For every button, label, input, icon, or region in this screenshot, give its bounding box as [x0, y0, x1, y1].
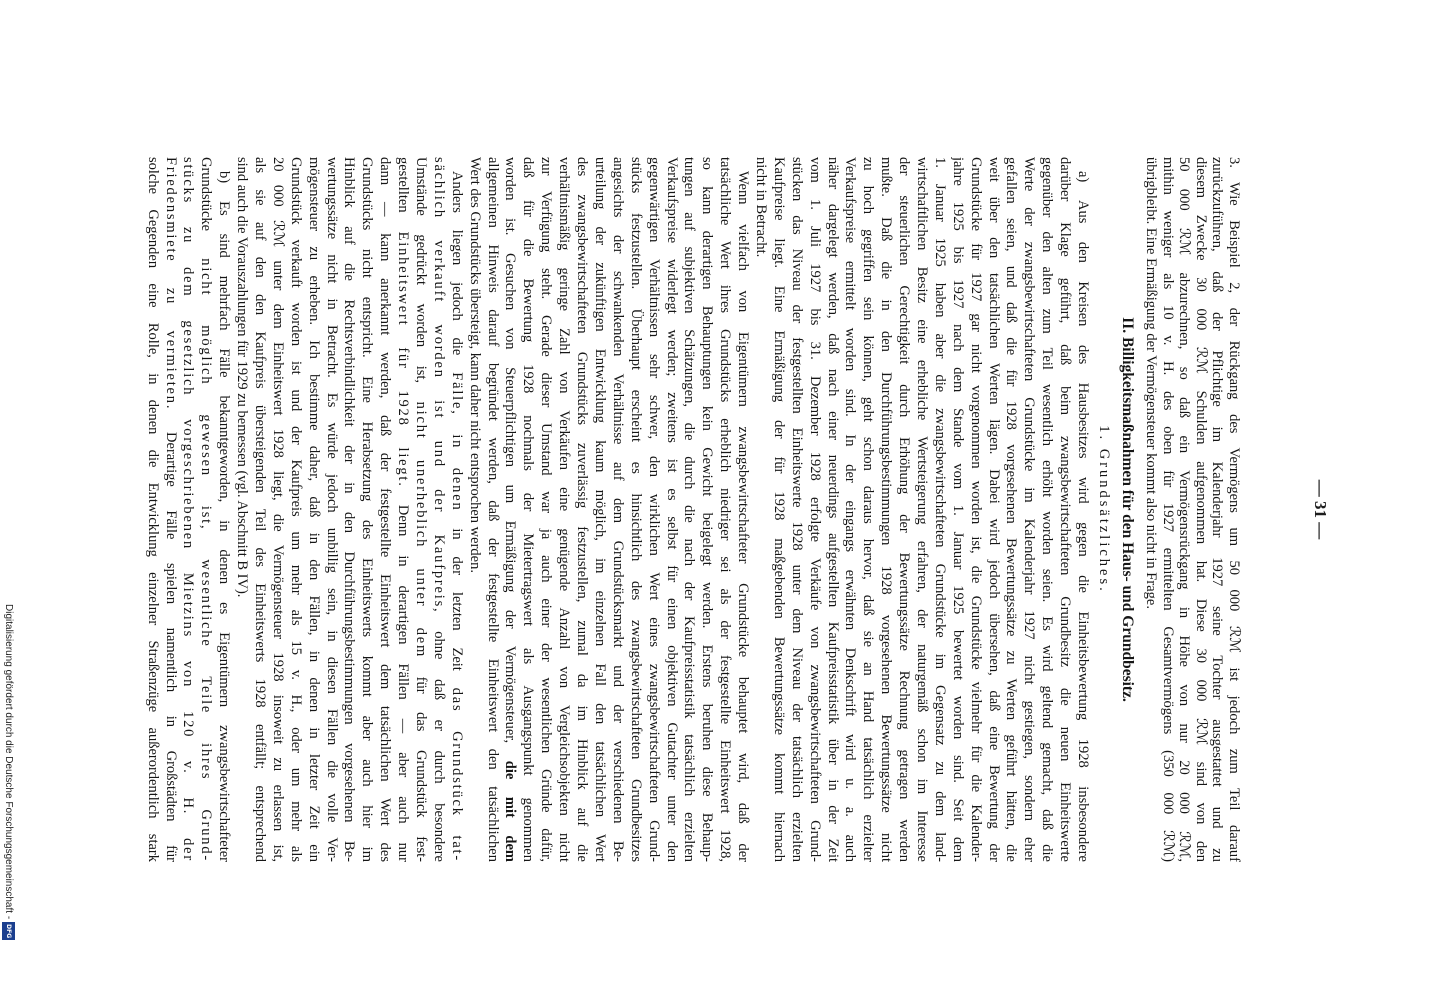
text-line: 1. Januar 1925 haben aber die zwangsbewirtschafteten Grundstücke im Gegensatz zu dem land- [931, 157, 948, 862]
text-line: allgemeinen Hinweis darauf begründet werden, daß der festgestellte Einheitswert den tatsächlichen [484, 157, 501, 862]
paragraph [232, 157, 465, 862]
text-line: dann — kann anerkannt werden, daß der festgestellte Einheitswert dem tatsächlichen Wert des [377, 157, 394, 862]
spaced-emphasis: stücks zu dem gesetzlich vorgeschriebenen Mietzins von 120 v. H. der [180, 157, 197, 862]
text-line: Verkaufspreise ermittelt worden sind. In der eingangs erwähnten Denkschrift wird u. a. auch [842, 157, 859, 862]
text-line: gegenüber den alten zum Teil wesentlich erhöht worden seien. Es wird geltend gemacht, daß die [1039, 157, 1056, 862]
text-line: vom 1. Juli 1927 bis 31. Dezember 1928 erfolgte Verkäufe von zwangsbewirtschafteten Grund- [806, 157, 823, 862]
text-line: übrigbleibt. Eine Ermäßigung der Vermögensteuer kommt also nicht in Frage. [1143, 157, 1160, 609]
text-line [393, 157, 411, 862]
text-line: Wenn vielfach von Eigentümern zwangsbewirtschafteter Grundstücke behauptet wird, daß der [735, 171, 752, 862]
text-line: zu hoch gegriffen sein können, geht schon daraus hervor, daß sie an Hand tatsächlich erzielter [860, 157, 877, 862]
text-line: stücks festzustellen. Überhaupt erscheint es hinsichtlich des zwangsbewirtschafteten Grundbesitzes [627, 157, 644, 862]
text-line: nicht in Betracht. [752, 157, 769, 258]
spaced-emphasis: nicht unerheblich unter dem [413, 401, 430, 659]
text-line [429, 157, 447, 862]
text-line: Kaufpreise liegt. Eine Ermäßigung der für 1928 maßgebenden Bewertungssätze kommt hiernach [770, 157, 787, 862]
text-line: des zwangsbewirtschafteten Grundstücks zuverlässig festzustellen, zumal da im Hinblick auf die [574, 157, 591, 862]
text-line: näher dargelegt werden, daß nach einer neuerdings aufgestellten Kaufpreisstatistik über in der Zeit [824, 157, 841, 862]
bold-emphasis: die mit dem [502, 760, 519, 862]
text-line: verhältnismäßig geringe Zahl von Verkäufen eine genügende Anzahl von Vergleichsobjekten nicht [556, 157, 573, 862]
text-line [161, 157, 179, 862]
text-line: stücken das Niveau der festgestellten Einheitswerte 1928 unter dem Niveau der tatsächlich erzielten [788, 157, 805, 862]
text-line: Grundstücke für 1927 gar nicht vorgenommen worden ist, die Grundstücke vielmehr für die Kalender- [967, 157, 984, 862]
digitization-footer [1, 604, 15, 940]
section-heading: II. Billigkeitsmaßnahmen für den Haus- und Grundbesitz. [1119, 317, 1136, 702]
text-line: Werte der zwangsbewirtschafteten Grundstücke im Kalenderjahr 1927 nicht gestiegen, sondern eher [1021, 157, 1038, 862]
spaced-emphasis: Einheitswert für 1928 liegt [395, 231, 412, 483]
paragraphs [143, 157, 1091, 862]
text-line: zurückzuführen, daß der Pflichtige im Kalenderjahr 1927 seine Tochter ausgestattet und zu [1209, 157, 1226, 862]
text-line: b) Es sind mehrfach Fälle bekanntgeworden, in denen es Eigentümern zwangsbewirtschafteter [216, 171, 233, 862]
text-line: urteilung der zukünftigen Entwicklung kaum möglich, im einzelnen Fall den tatsächlichen Wert [591, 157, 608, 862]
spaced-emphasis: das Grundstück tat- [448, 687, 465, 862]
text-segment: Umstände gedrückt worden ist, [413, 157, 430, 402]
spaced-emphasis: Fälle, in denen [448, 372, 465, 512]
text-line: so kann derartigen Behauptungen kein Gewicht beigelegt werden. Erstens beruhen diese Behaup- [699, 157, 716, 862]
text-segment: für das Grundstück fest- [413, 658, 430, 862]
text-line [411, 157, 429, 862]
item-3 [1143, 157, 1242, 862]
text-line: gegenwärtigen Verhältnissen sehr schwer, den wirklichen Wert eines zwangsbewirtschafteten Grund- [645, 157, 662, 862]
text-line: Grundstücks nicht entspricht. Eine Herabsetzung des Einheitswerts kommt aber auch hier im [359, 157, 376, 862]
text-segment: gestellten [395, 157, 412, 232]
paragraph [751, 157, 1091, 862]
spaced-emphasis: Friedensmiete zu vermieten [162, 157, 179, 405]
text-line: mußte. Daß die in den Durchführungsbestimmungen 1928 vorgesehenen Bewertungssätze nicht [878, 157, 895, 862]
text-line: weit über den tatsächlichen Werten lägen. Dabei wird jedoch übersehen, daß eine Bewertung der [985, 157, 1002, 862]
text-segment: . Denn in derartigen Fällen — aber auch nur [395, 482, 412, 862]
text-line [501, 157, 519, 862]
text-line: tungen auf subjektiven Schätzungen, die durch die nach der Kaufpreisstatistik tatsächlich erzielten [681, 157, 698, 862]
text-line: daß für die Bewertung 1928 nochmals der Mietertragswert als Ausgangspunkt genommen [520, 157, 537, 862]
text-line: solche Gegenden eine Rolle, in denen die Entwicklung einzelner Straßenzüge außerordentlich stark [144, 157, 161, 862]
spaced-emphasis: sächlich verkauft worden ist und der Kaufpreis [430, 157, 447, 609]
text-segment: , ohne daß er durch besondere [430, 608, 447, 862]
text-line: der steuerlichen Gerechtigkeit durch Erhöhung der Bewertungssätze Rechnung getragen werden [896, 157, 913, 862]
text-column [143, 157, 1242, 862]
paragraph [465, 157, 751, 862]
text-line: darüber Klage geführt, daß beim zwangsbewirtschafteten Grundbesitz die neuen Einheitswerte [1057, 157, 1074, 862]
page-number: — 31 — [1311, 479, 1330, 540]
text-line: gefallen seien, und daß die für 1928 vorgesehenen Bewertungssätze zu Werten geführt hätten, die [1003, 157, 1020, 862]
text-line: tatsächliche Wert ihres Grundstücks erheblich niedriger sei als der festgestellte Einheitswert 1928, [717, 157, 734, 862]
text-line: sind auch die Vorauszahlungen für 1929 zu bemessen (vgl. Abschnitt B IV). [234, 157, 251, 598]
text-line: wertungssätze nicht in Betracht. Es würde jedoch unbillig sein, in diesen Fällen die volle Ver- [323, 157, 340, 862]
text-line: 20 000 ℛℳ unter dem Einheitswert 1928 liegt, die Vermögensteuer 1928 insoweit zu erlassen ist, [269, 157, 286, 862]
text-segment: Anders liegen jedoch die [448, 171, 465, 373]
text-line: 50 000 ℛℳ abzurechnen, so daß ein Vermögensrückgang in Höhe von nur 20 000 ℛℳ, [1176, 157, 1193, 862]
text-line: jahre 1925 bis 1927 nach dem Stande vom 1. Januar 1925 bewertet worden sind. Seit dem [949, 157, 966, 862]
text-line: Wert des Grundstücks übersteigt, kann daher nicht entsprochen werden. [466, 157, 483, 573]
text-line: 3. Wie Beispiel 2, der Rückgang des Vermögens um 50 000 ℛℳ ist jedoch zum Teil darauf [1226, 157, 1242, 862]
text-line: Hinblick auf die Rechtsverbindlichkeit der in den Durchführungsbestimmungen vorgesehenen Be- [341, 157, 358, 862]
text-line [179, 157, 197, 862]
text-line: mögensteuer zu erheben. Ich bestimme daher, daß in den Fällen, in denen in letzter Zeit ein [305, 157, 322, 862]
subsection-heading: 1. Grundsätzliches. [1096, 425, 1112, 594]
text-segment: worden ist. Gesuchen von Steuerpflichtigen um Ermäßigung der Vermögensteuer, [502, 157, 519, 761]
paragraph [143, 157, 232, 862]
text-segment: Grundstücke [198, 157, 215, 259]
dfg-logo: DFG [2, 922, 15, 940]
text-line: diesem Zwecke 30 000 ℛℳ Schulden aufgenommen hat. Diese 30 000 ℛℳ sind von den [1193, 157, 1209, 862]
text-segment: . Derartige Fälle spielen namentlich in Großstädten für [162, 404, 179, 862]
text-segment: in der letzten Zeit [448, 511, 465, 688]
footer-text: Digitalisierung gefördert durch die Deutsche Forschungsgemeinschaft - [2, 604, 14, 920]
text-line: als sie auf den den Kaufpreis übersteigenden Teil des Einheitswerts 1928 entfällt; entsprechend [252, 157, 269, 862]
text-line: mithin weniger als 10 v. H. des oben für 1927 ermittelten Gesamtvermögens (350 000 ℛℳ) [1160, 157, 1176, 862]
spaced-emphasis: nicht möglich gewesen ist, wesentliche Teile ihres Grund- [198, 258, 215, 862]
text-line: angesichts der schwankenden Verhältnisse auf dem Grundstücksmarkt und der verschiedenen Be- [609, 157, 626, 862]
text-line: zur Verfügung steht. Gerade dieser Umstand war ja auch einer der wesentlichen Gründe dafür, [538, 157, 555, 862]
text-line: a) Aus den Kreisen des Hausbesitzes wird gegen die Einheitsbewertung 1928 insbesondere [1075, 171, 1091, 862]
text-line: Verkaufspreise widerlegt werden; zweitens ist es selbst für einen objektiven Gutachter unter den [663, 157, 680, 862]
text-line [196, 157, 214, 862]
text-line [447, 157, 465, 862]
text-line: Grundstück verkauft worden ist und der Kaufpreis um mehr als 15 v. H., oder um mehr als [287, 157, 304, 862]
text-line: wirtschaftlichen Besitz eine erhebliche Wertsteigerung erfahren, der naturgemäß schon im Interesse [913, 157, 930, 862]
